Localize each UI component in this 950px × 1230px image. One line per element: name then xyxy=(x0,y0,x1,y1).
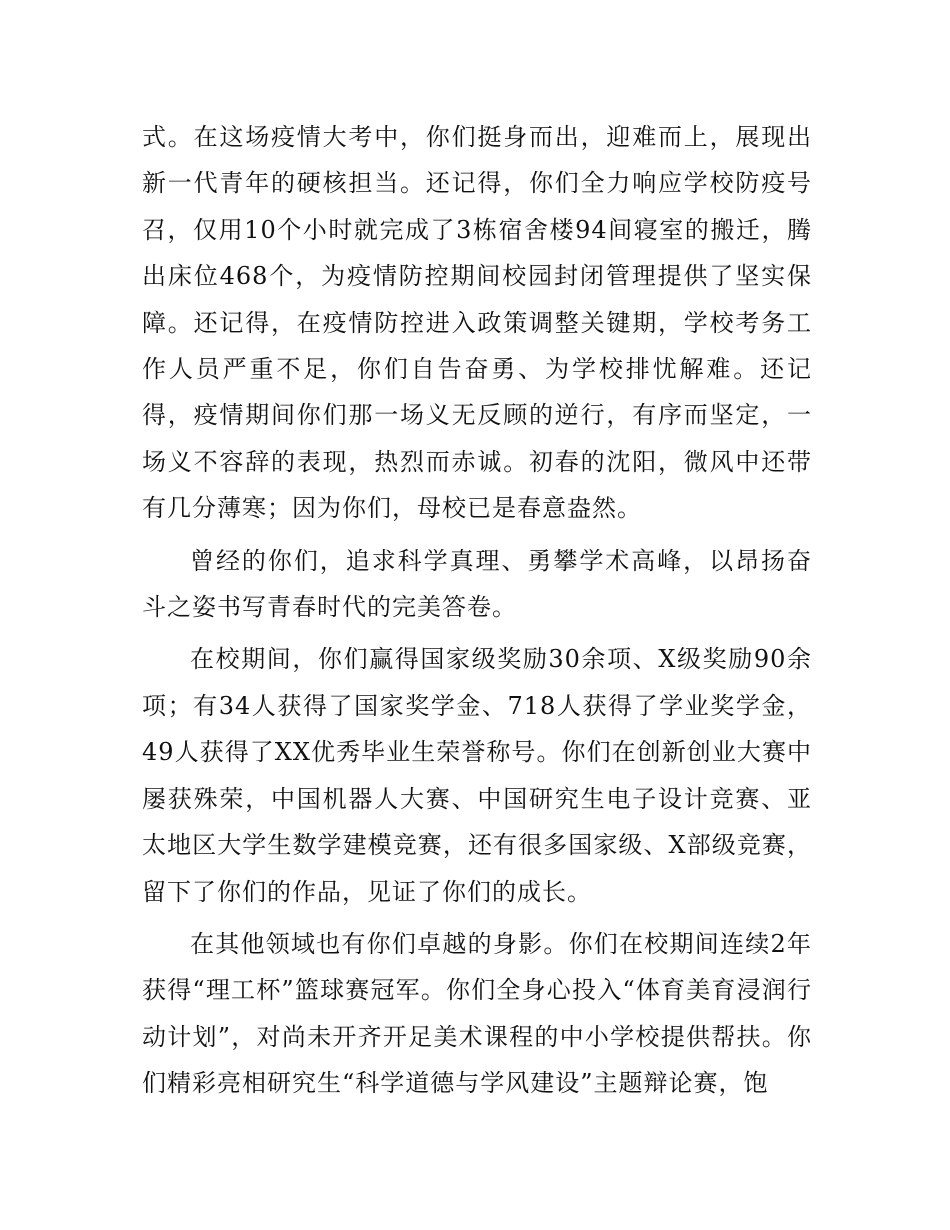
paragraph-awards: 在校期间，你们赢得国家级奖励30余项、X级奖励90余项；有34人获得了国家奖学金、718人获得了学业奖学金，49人获得了XX优秀毕业生荣誉称号。你们在创新创业大赛中屡获殊荣，中国机器人大赛、中国研究生电子设计竞赛、亚太地区大学生数学建模竞赛，还有很多国家级、X部级竞赛，留下了你们的作品，见证了你们的成长。 xyxy=(142,645,812,906)
document-body xyxy=(142,114,812,1113)
paragraph-epidemic-service: 式。在这场疫情大考中，你们挺身而出，迎难而上，展现出新一代青年的硬核担当。还记得，你们全力响应学校防疫号召，仅用10个小时就完成了3栋宿舍楼94间寝室的搬迁，腾出床位468个，为疫情防控期间校园封闭管理提供了坚实保障。还记得，在疫情防控进入政策调整关键期，学校考务工作人员严重不足，你们自告奋勇、为学校排忧解难。还记得，疫情期间你们那一场义无反顾的逆行，有序而坚定，一场义不容辞的表现，热烈而赤诚。初春的沈阳，微风中还带有几分薄寒；因为你们，母校已是春意盎然。 xyxy=(142,123,812,523)
paragraph-academic-pursuit: 曾经的你们，追求科学真理、勇攀学术高峰，以昂扬奋斗之姿书写青春时代的完美答卷。 xyxy=(142,546,812,622)
paragraph-other-achievements: 在其他领域也有你们卓越的身影。你们在校期间连续2年获得“理工杯”篮球赛冠军。你们全身心投入“体育美育浸润行动计划”，对尚未开齐开足美术课程的中小学校提供帮扶。你们精彩亮相研究生“科学道德与学风建设”主题辩论赛，饱 xyxy=(142,929,812,1098)
